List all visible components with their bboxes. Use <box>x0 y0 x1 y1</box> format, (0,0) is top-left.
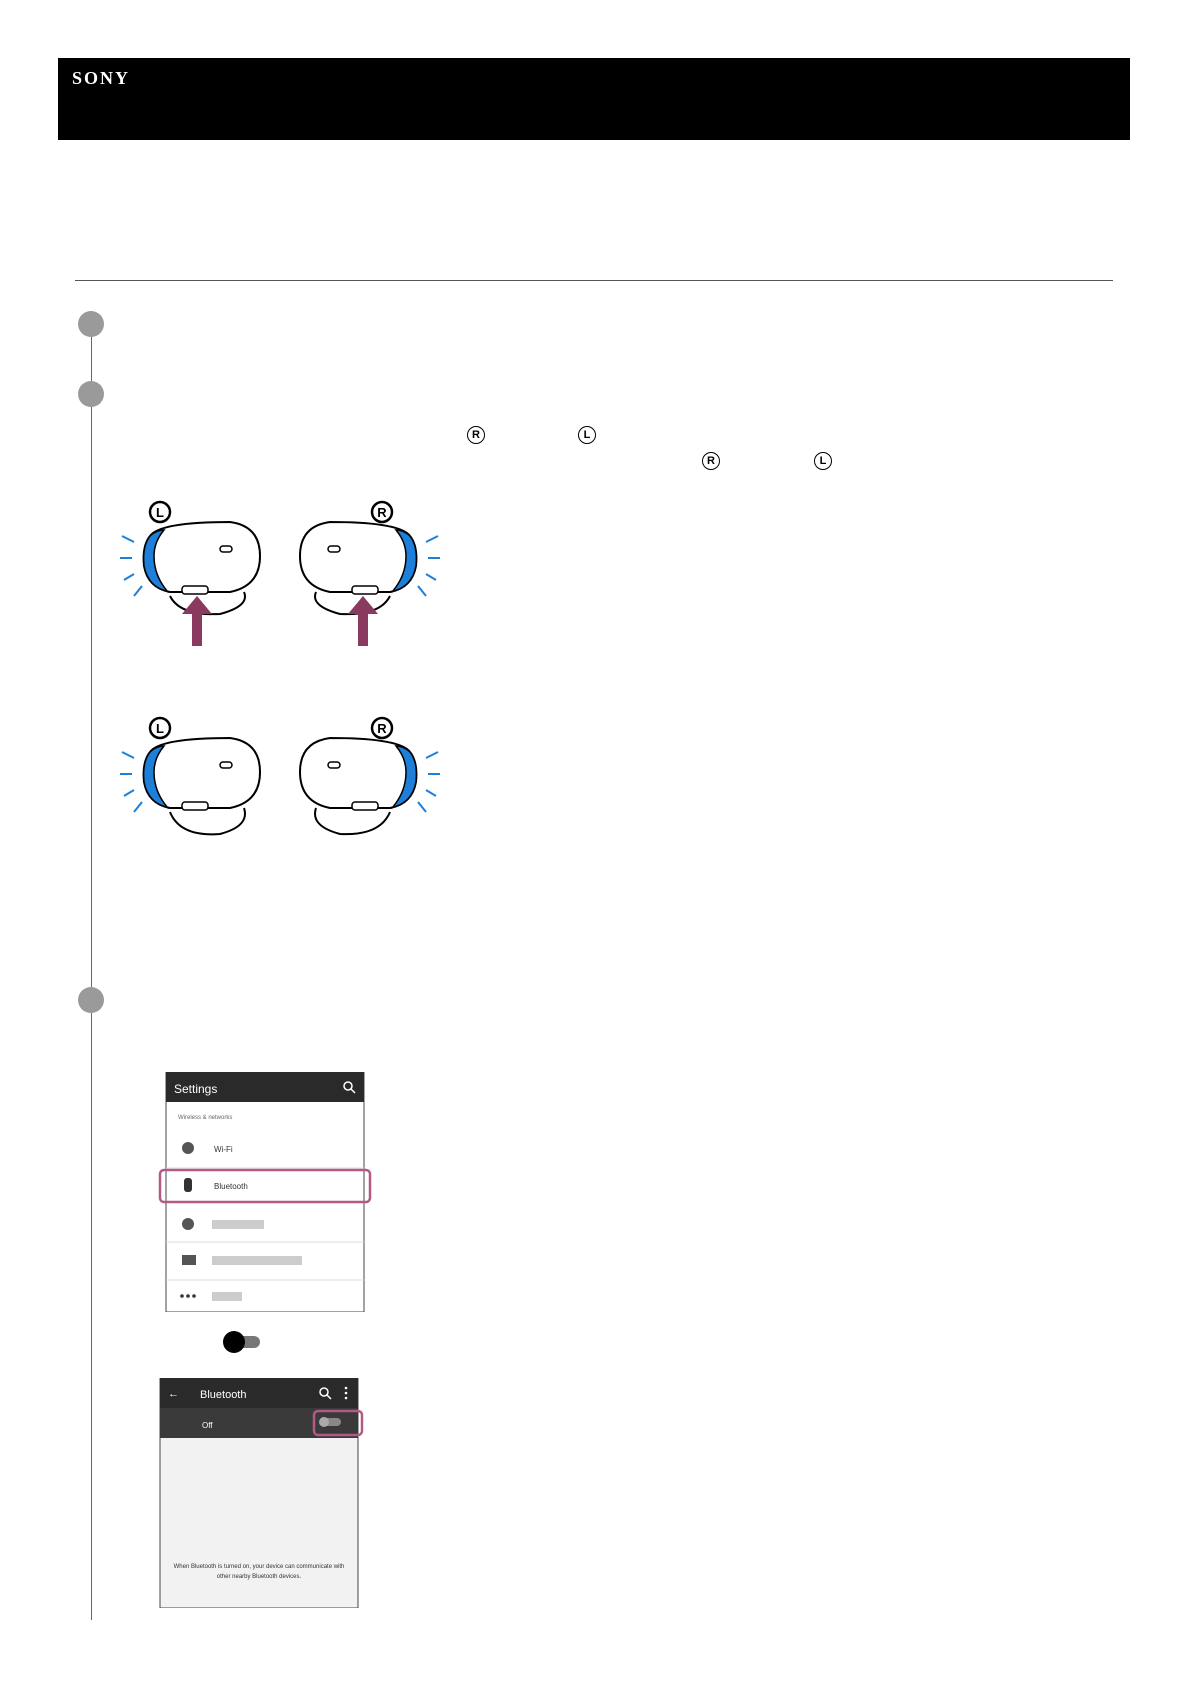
earbuds-lit-illustration <box>120 712 450 842</box>
step-1-marker <box>78 311 104 337</box>
title-divider <box>75 280 1113 281</box>
toggle-switch-icon <box>222 1330 264 1354</box>
back-arrow-icon: ← <box>168 1388 179 1400</box>
step-2-marker <box>78 381 104 407</box>
right-earbud <box>300 718 440 834</box>
right-mark-icon: R <box>467 426 485 444</box>
left-earbud <box>120 502 260 646</box>
header-bar <box>58 58 1130 140</box>
wifi-icon <box>182 1142 194 1154</box>
bluetooth-off-label: Off <box>202 1421 213 1430</box>
label-right: R <box>377 505 387 520</box>
settings-screen-illustration <box>158 1072 372 1312</box>
bluetooth-title: Bluetooth <box>200 1389 247 1401</box>
bluetooth-hint-line-2: other nearby Bluetooth devices. <box>216 1574 302 1580</box>
left-mark-icon: L <box>814 452 832 470</box>
label-left: L <box>156 505 164 520</box>
right-earbud <box>300 502 440 646</box>
earbuds-press-illustration <box>120 496 450 646</box>
display-icon <box>182 1255 196 1265</box>
label-left: L <box>156 721 164 736</box>
step-3-marker <box>78 987 104 1013</box>
label-right: R <box>377 721 387 736</box>
sony-logo: SONY <box>72 68 131 88</box>
settings-title: Settings <box>174 1082 218 1096</box>
wifi-label: Wi-Fi <box>214 1145 233 1154</box>
right-mark-icon: R <box>702 452 720 470</box>
settings-section-label: Wireless & networks <box>178 1115 233 1121</box>
more-options-icon <box>345 1387 348 1400</box>
bluetooth-screen-illustration <box>158 1378 372 1608</box>
left-mark-icon: L <box>578 426 596 444</box>
step-timeline <box>91 320 92 1620</box>
left-earbud <box>120 718 260 834</box>
bluetooth-hint-line-1: When Bluetooth is turned on, your device can communicate with <box>173 1564 345 1570</box>
bluetooth-label: Bluetooth <box>214 1182 248 1191</box>
bluetooth-icon <box>184 1178 192 1192</box>
clock-icon <box>182 1218 194 1230</box>
